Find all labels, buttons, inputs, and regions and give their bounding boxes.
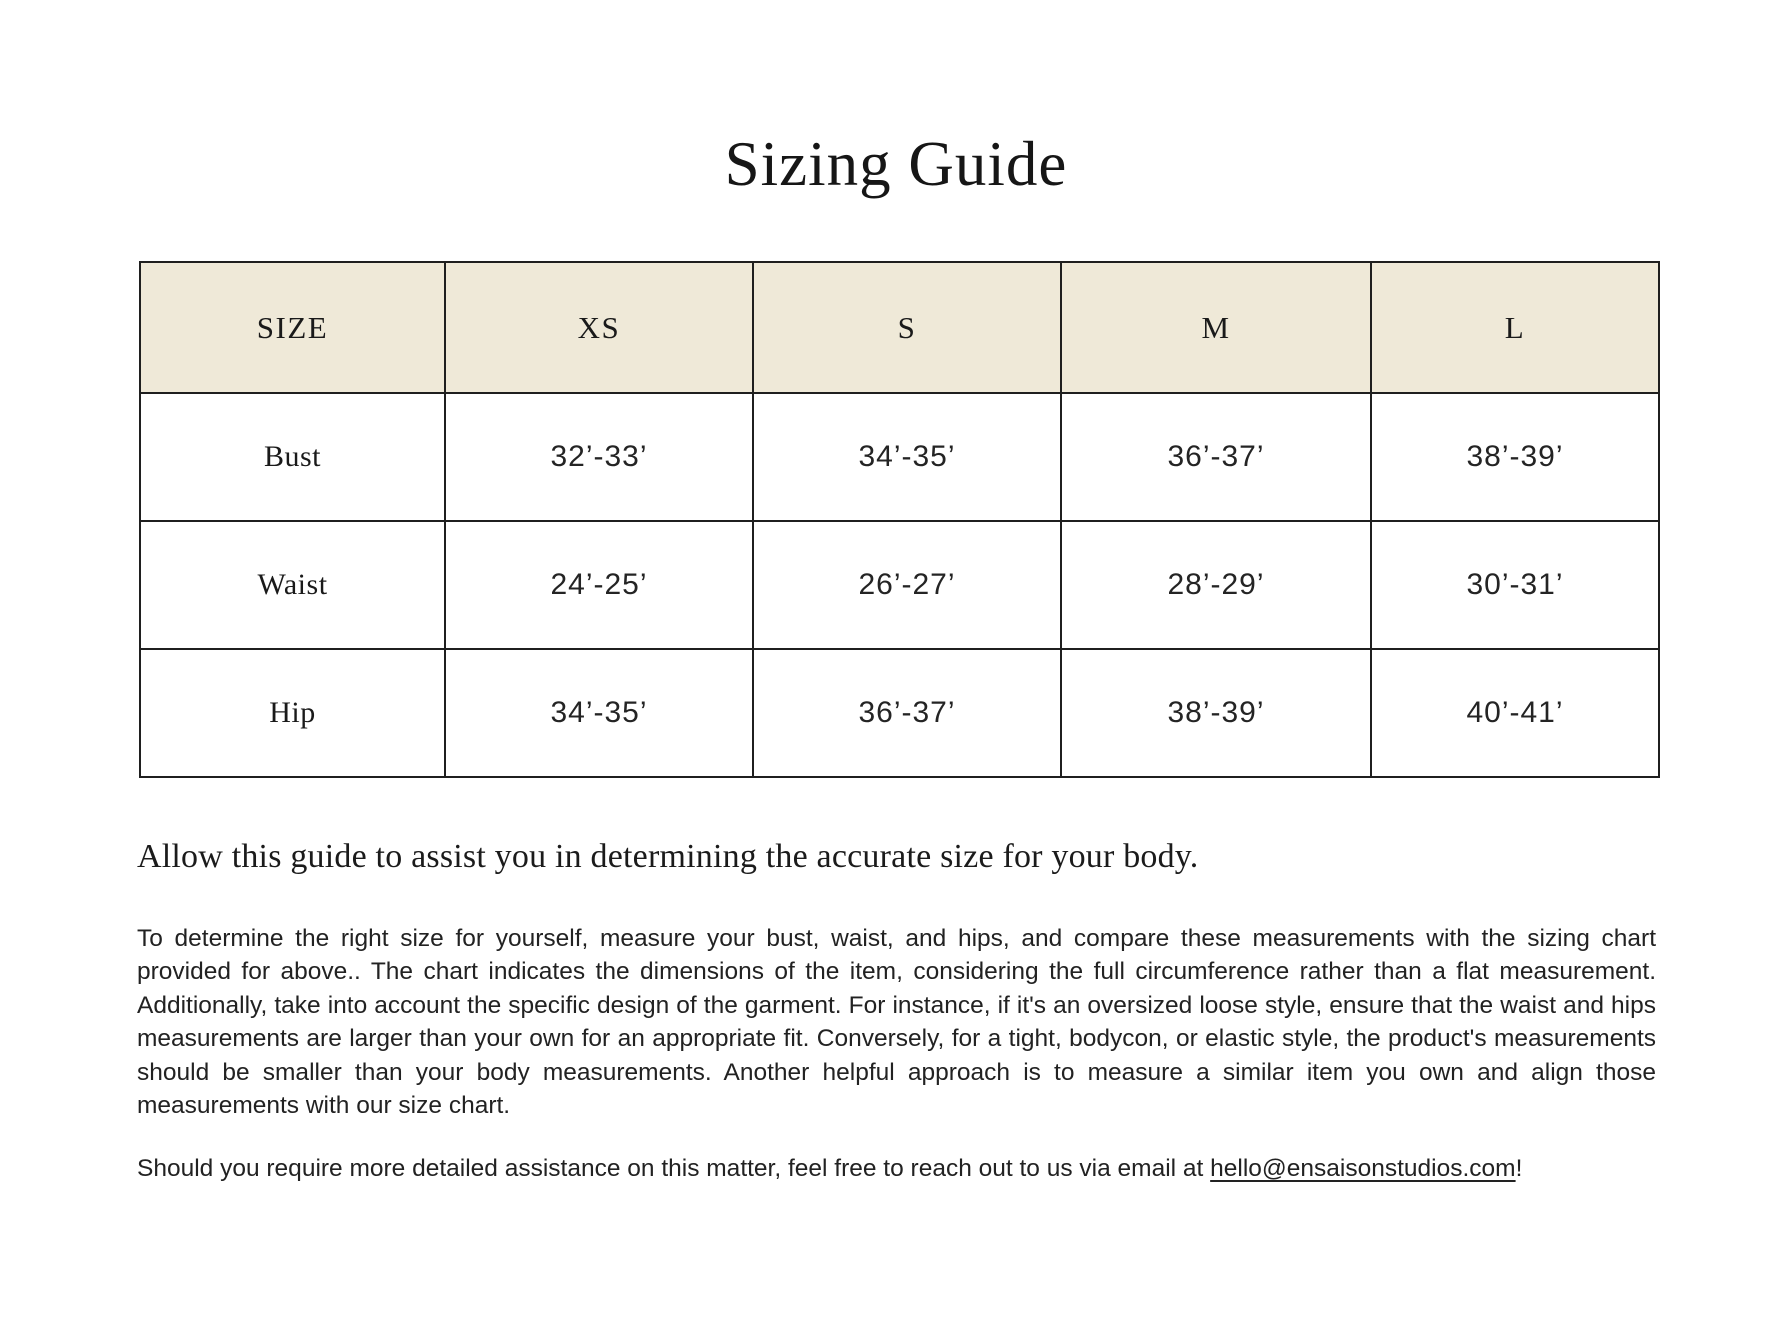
column-header-s: S	[753, 262, 1061, 393]
bust-l-value: 38’-39’	[1371, 393, 1659, 521]
bust-s-value: 34’-35’	[753, 393, 1061, 521]
column-header-xs: XS	[445, 262, 753, 393]
row-label-waist: Waist	[140, 521, 445, 649]
email-link[interactable]: hello@ensaisonstudios.com	[1210, 1155, 1516, 1182]
waist-s-value: 26’-27’	[753, 521, 1061, 649]
sizing-instructions: To determine the right size for yourself, measure your bust, waist, and hips, and compare these measurements with the sizing chart provided for above.. The chart indicates the dimensions of the item, considering the full circumference rather than a flat measurement. Additionally, take into account the specific design of the garment. For instance, if it's an oversized loose style, ensure that the waist and hips measurements are larger than your own for an appropriate fit. Conversely, for a tight, bodycon, or elastic style, the product's measurements should be smaller than your body measurements. Another helpful approach is to measure a similar item you own and align those measurements with our size chart.	[137, 925, 1656, 1120]
hip-xs-value: 34’-35’	[445, 649, 753, 777]
bust-m-value: 36’-37’	[1061, 393, 1371, 521]
sizing-table	[139, 261, 1660, 778]
table-header-row	[140, 262, 1659, 393]
contact-text	[137, 1152, 1656, 1185]
table-row-bust	[140, 393, 1659, 521]
row-label-hip: Hip	[140, 649, 445, 777]
row-label-bust: Bust	[140, 393, 445, 521]
hip-s-value: 36’-37’	[753, 649, 1061, 777]
contact-suffix: !	[1515, 1155, 1523, 1182]
column-header-m: M	[1061, 262, 1371, 393]
waist-m-value: 28’-29’	[1061, 521, 1371, 649]
intro-text: Allow this guide to assist you in determining the accurate size for your body.	[137, 838, 1199, 875]
table-row-hip	[140, 649, 1659, 777]
bust-xs-value: 32’-33’	[445, 393, 753, 521]
hip-l-value: 40’-41’	[1371, 649, 1659, 777]
page-title: Sizing Guide	[724, 129, 1068, 199]
column-header-l: L	[1371, 262, 1659, 393]
column-header-size: SIZE	[140, 262, 445, 393]
table-row-waist	[140, 521, 1659, 649]
waist-xs-value: 24’-25’	[445, 521, 753, 649]
hip-m-value: 38’-39’	[1061, 649, 1371, 777]
waist-l-value: 30’-31’	[1371, 521, 1659, 649]
contact-prefix: Should you require more detailed assistance on this matter, feel free to reach out to us via email at	[137, 1155, 1211, 1182]
